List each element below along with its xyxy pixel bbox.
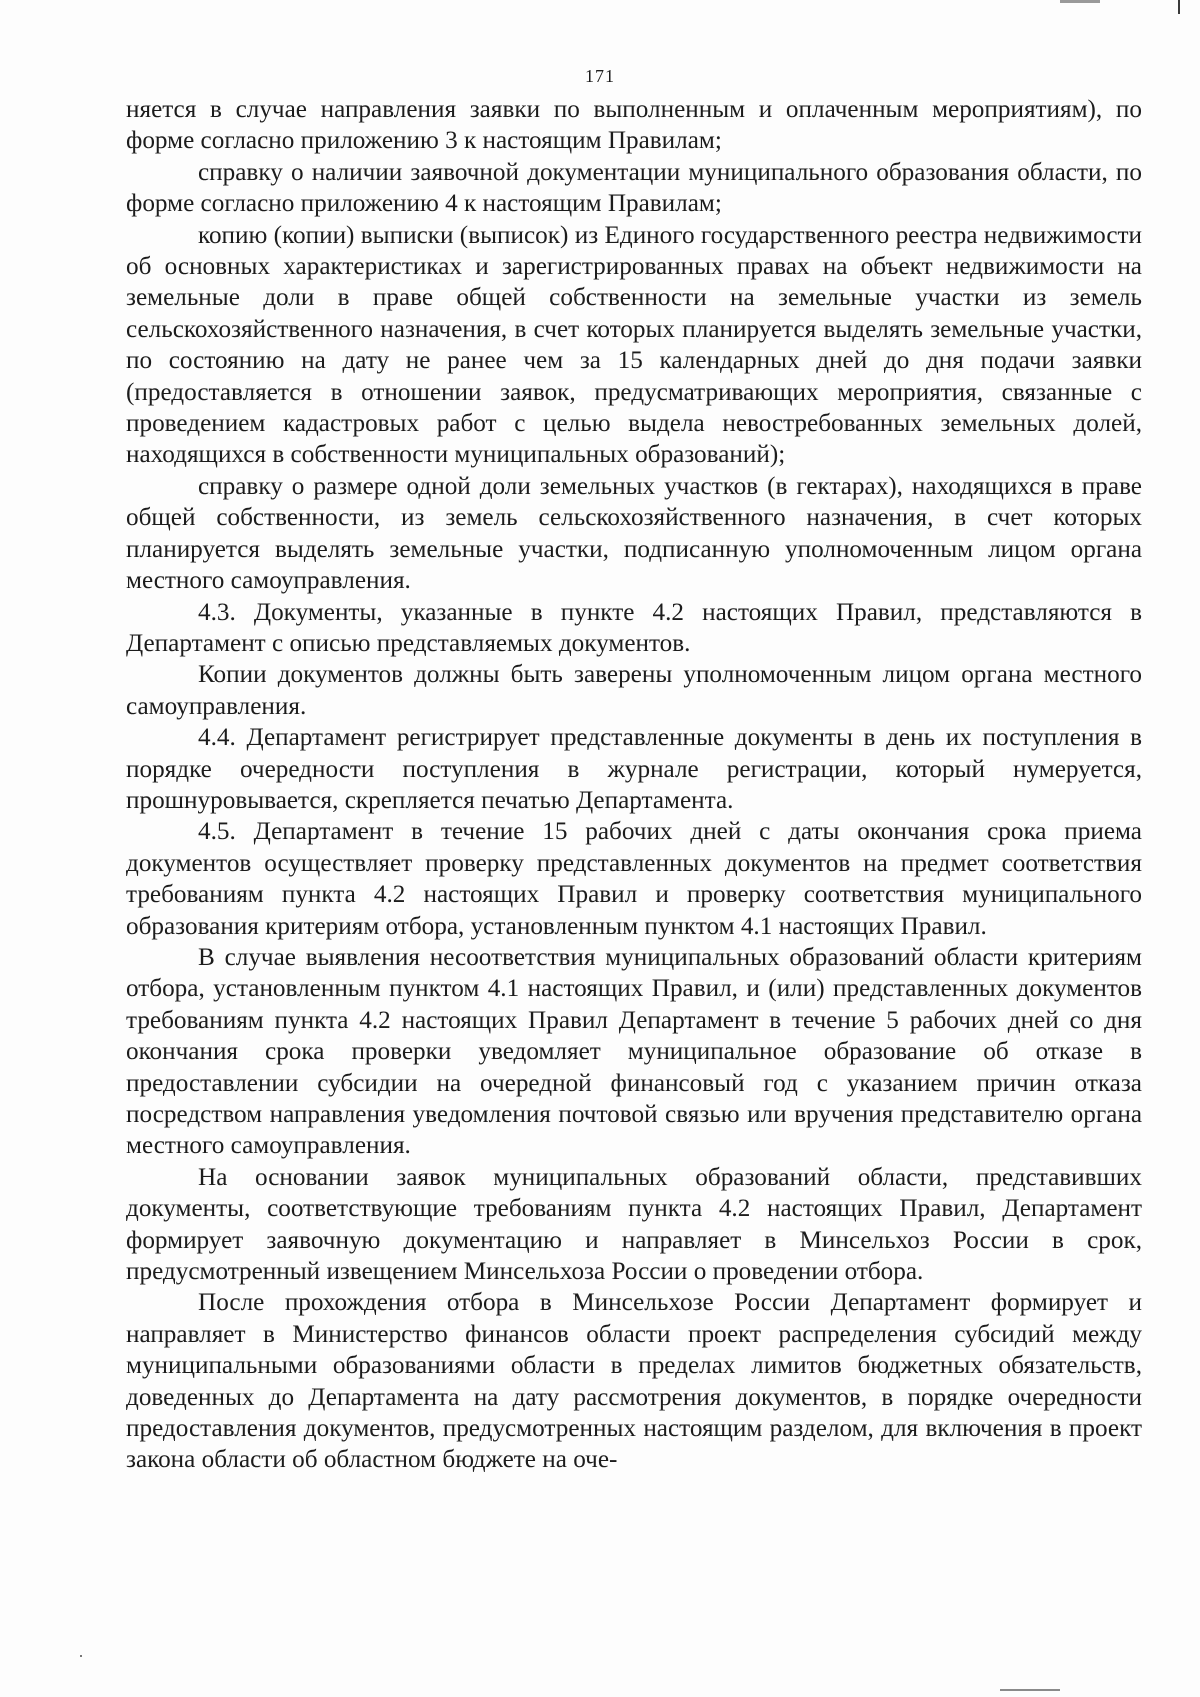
paragraph: няется в случае направления заявки по выполненным и оплаченным мероприятиям), по форме согласно приложению 3 к настоящим Правилам; <box>126 96 1142 155</box>
paragraph: справку о наличии заявочной документации муниципального образования области, по форме согласно приложению 4 к настоящим Правилам; <box>126 158 1142 218</box>
paragraph: На основании заявок муниципальных образований области, представивших документы, соответствующие требованиям пункта 4.2 настоящих Правил, Департамент формирует заявочную документацию и направляет в Минсельхоз России в срок, предусмотренный извещением Минсельхоза России о проведении отбора. <box>126 1163 1142 1286</box>
paragraph: 4.4. Департамент регистрирует представленные документы в день их поступления в порядке очередности поступления в журнале регистрации, который нумеруется, прошнуровывается, скрепляется печатью Департамента. <box>126 724 1142 814</box>
scan-artifact <box>80 1655 82 1657</box>
paragraph: 4.3. Документы, указанные в пункте 4.2 настоящих Правил, представляются в Департамент с описью представляемых документов. <box>126 598 1142 657</box>
paragraph: справку о размере одной доли земельных участков (в гектарах), находящихся в праве общей собственности, из земель сельскохозяйственного назначения, в счет которых планируется выделять земельные участки, подписанную уполномоченным лицом органа местного самоуправления. <box>126 472 1142 595</box>
paragraph: В случае выявления несоответствия муниципальных образований области критериям отбора, установленным пунктом 4.1 настоящих Правил, и (или) представленных документов требованиям пункта 4.2 настоящих Правил Департамент в течение 5 рабочих дней со дня окончания срока проверки уведомляет муниципальное образование об отказе в предоставлении субсидии на очередной финансовый год с указанием причин отказа посредством направления уведомления почтовой связью или вручения представителю органа местного самоуправления. <box>126 943 1142 1160</box>
scan-artifact <box>1178 0 1180 14</box>
scan-artifact <box>1060 0 1100 3</box>
paragraph: 4.5. Департамент в течение 15 рабочих дней с даты окончания срока приема документов осуществляет проверку представленных документов на предмет соответствия требованиям пункта 4.2 настоящих Правил и проверку соответствия муниципального образования критериям отбора, установленным пунктом 4.1 настоящих Правил. <box>126 818 1142 940</box>
body-text <box>126 94 1142 1476</box>
scan-artifact <box>1000 1689 1060 1691</box>
paragraph: копию (копии) выписки (выписок) из Единого государственного реестра недвижимости об основных характеристиках и зарегистрированных правах на объект недвижимости на земельные доли в праве общей собственности на земельные участки из земель сельскохозяйственного назначения, в счет которых планируется выделять земельные участки, по состоянию на дату не ранее чем за 15 календарных дней до дня подачи заявки (предоставляется в отношении заявок, предусматривающих мероприятия, связанные с проведением кадастровых работ с целью выдела невостребованных земельных долей, находящихся в собственности муниципальных образований); <box>126 221 1142 469</box>
paragraph: Копии документов должны быть заверены уполномоченным лицом органа местного самоуправления. <box>126 661 1142 720</box>
paragraph: После прохождения отбора в Минсельхозе России Департамент формирует и направляет в Министерство финансов области проект распределения субсидий между муниципальными образованиями области в пределах лимитов бюджетных обязательств, доведенных до Департамента на дату рассмотрения документов, в порядке очередности предоставления документов, предусмотренных настоящим разделом, для включения в проект закона области об областном бюджете на оче- <box>126 1289 1142 1474</box>
page-number: 171 <box>585 66 615 86</box>
